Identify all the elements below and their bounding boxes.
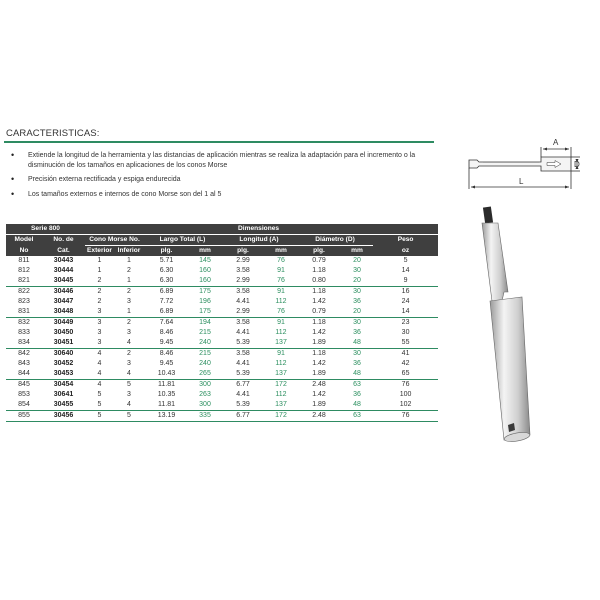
no-subheader: No	[6, 246, 42, 257]
cell-a-mm: 112	[275, 329, 287, 336]
cell-cat: 30446	[42, 287, 85, 298]
cell-a-in: 4.41	[236, 360, 250, 367]
cell-ext: 4	[97, 360, 102, 367]
a-arrow-left	[543, 148, 547, 151]
cell-l-mm: 215	[199, 329, 211, 336]
adapter-sleeve-illustration	[468, 197, 538, 447]
cell-int: 3	[127, 360, 131, 367]
cell-l-mm: 215	[189, 349, 221, 360]
cell-int: 1	[127, 308, 131, 315]
table-row	[6, 297, 438, 307]
cell-d-mm: 63	[341, 380, 373, 391]
cell-a-in: 2.99	[236, 277, 250, 284]
cell-model: 843	[18, 360, 30, 367]
cell-oz: 16	[373, 287, 438, 298]
cell-ext: 2	[97, 298, 102, 305]
cell-a-mm: 172	[265, 411, 297, 422]
unit-mm-header: mm	[341, 246, 373, 257]
cell-int: 2	[114, 318, 144, 329]
cell-a-in: 3.58	[221, 287, 265, 298]
cell-l-mm: 196	[199, 298, 211, 305]
adapter-dimension-diagram	[463, 134, 583, 196]
cell-d-mm: 30	[353, 267, 361, 274]
unit-mm-header: mm	[189, 246, 221, 257]
cell-a-in: 4.41	[236, 329, 250, 336]
cell-l-mm: 265	[199, 370, 211, 377]
cell-model: 821	[18, 277, 30, 284]
cell-d-in: 2.48	[297, 411, 341, 422]
cell-model: 823	[18, 298, 30, 305]
l-arrow-left	[471, 186, 475, 189]
cell-d-mm: 48	[353, 339, 361, 346]
table-row	[6, 338, 438, 349]
cell-int: 4	[127, 401, 131, 408]
cell-a-mm: 76	[277, 308, 285, 315]
cell-a-mm: 91	[265, 287, 297, 298]
cell-oz: 23	[373, 318, 438, 329]
cell-ext: 1	[97, 267, 102, 274]
cell-d-mm: 30	[341, 318, 373, 329]
cell-oz: 100	[399, 391, 412, 398]
cell-l-in: 8.46	[144, 349, 189, 360]
diameter-header: Diámetro (D)	[297, 235, 373, 246]
cell-l-mm: 240	[199, 339, 211, 346]
cell-model: 844	[18, 370, 30, 377]
table-row	[6, 318, 438, 329]
unit-in-header: plg.	[297, 246, 341, 257]
cell-d-in: 1.42	[312, 329, 326, 336]
cell-d-mm: 36	[353, 360, 361, 367]
l-arrow-right	[565, 186, 569, 189]
cell-oz: 42	[401, 360, 410, 367]
cell-l-mm: 335	[189, 411, 221, 422]
cell-d-in: 1.42	[312, 391, 326, 398]
sleeve-body	[490, 297, 530, 440]
cell-ext: 3	[97, 329, 102, 336]
cell-oz: 14	[401, 267, 410, 274]
cell-model: 854	[18, 401, 30, 408]
cell-ext: 4	[85, 349, 114, 360]
cell-l-in: 6.30	[159, 267, 174, 274]
cell-model: 812	[18, 267, 30, 274]
cell-d-in: 1.18	[297, 349, 341, 360]
unit-mm-header: mm	[265, 246, 297, 257]
cell-a-in: 3.58	[221, 349, 265, 360]
dimensions-header: Dimensiones	[144, 224, 373, 235]
table-row	[6, 276, 438, 287]
cell-l-mm: 160	[199, 277, 211, 284]
cell-ext: 5	[85, 411, 114, 422]
table-row	[6, 287, 438, 298]
cell-l-in: 8.46	[159, 329, 174, 336]
tang	[483, 207, 493, 224]
table-row	[6, 400, 438, 411]
cell-d-mm: 30	[341, 287, 373, 298]
cell-cat: 30445	[53, 277, 74, 284]
cell-oz: 76	[373, 380, 438, 391]
cell-model: 832	[6, 318, 42, 329]
cell-l-in: 6.89	[144, 287, 189, 298]
cell-a-in: 3.58	[236, 267, 250, 274]
table-row	[6, 380, 438, 391]
cell-model: 811	[18, 257, 30, 264]
cell-int: 4	[127, 339, 131, 346]
cell-a-in: 6.77	[221, 380, 265, 391]
cell-cat: 30447	[53, 298, 74, 305]
cell-cat: 30444	[53, 267, 74, 274]
cell-d-mm: 48	[353, 370, 361, 377]
cell-model: 822	[6, 287, 42, 298]
label-l: L	[519, 177, 524, 186]
cell-l-mm: 194	[189, 318, 221, 329]
cell-l-mm: 240	[199, 360, 211, 367]
cell-int: 3	[127, 391, 131, 398]
label-d: D	[574, 160, 580, 169]
cell-l-mm: 175	[189, 287, 221, 298]
cell-cat: 30452	[53, 360, 74, 367]
cell-ext: 4	[85, 380, 114, 391]
interior-subheader: Inferior	[114, 246, 144, 257]
cell-l-mm: 145	[199, 257, 211, 264]
cell-d-in: 1.18	[297, 318, 341, 329]
table-row	[6, 369, 438, 380]
weight-header: Peso	[373, 235, 438, 246]
cell-l-in: 11.81	[144, 380, 189, 391]
cell-l-in: 7.72	[159, 298, 174, 305]
cell-d-in: 1.42	[312, 298, 326, 305]
cell-oz: 14	[401, 308, 410, 315]
table-row	[6, 307, 438, 318]
feature-item: • Precisión externa rectificada y espiga endurecida	[6, 175, 436, 185]
cell-d-mm: 36	[353, 329, 361, 336]
cell-a-mm: 137	[275, 370, 287, 377]
cat-no-header: No. de	[42, 235, 85, 246]
cell-d-in: 0.80	[312, 277, 326, 284]
cell-d-in: 1.89	[312, 370, 326, 377]
cell-a-in: 5.39	[236, 370, 250, 377]
cell-cat: 30454	[42, 380, 85, 391]
cell-int: 1	[127, 257, 131, 264]
cell-oz: 65	[401, 370, 410, 377]
spec-table-body	[6, 256, 438, 422]
table-row	[6, 359, 438, 369]
feature-item: • Extiende la longitud de la herramienta y las distancias de aplicación mientras se realiza la adaptación para el incremento o la disminución de los tamaños en aplicaciones de los conos Morse	[6, 151, 436, 170]
cell-cat: 30456	[42, 411, 85, 422]
cell-a-mm: 76	[277, 277, 285, 284]
table-row	[6, 390, 438, 400]
cell-cat: 30453	[53, 370, 74, 377]
cell-d-mm: 63	[341, 411, 373, 422]
cat-subheader: Cat.	[42, 246, 85, 257]
cell-a-mm: 112	[275, 360, 287, 367]
cell-int: 4	[127, 370, 131, 377]
cell-l-in: 10.43	[157, 370, 176, 377]
cell-oz: 30	[401, 329, 410, 336]
cell-int: 3	[127, 298, 131, 305]
cell-cat: 30450	[53, 329, 74, 336]
cell-l-in: 9.45	[159, 339, 174, 346]
model-header: Model	[6, 235, 42, 246]
cell-d-mm: 48	[353, 401, 361, 408]
cell-d-mm: 20	[353, 308, 361, 315]
cell-cat: 30451	[53, 339, 74, 346]
cell-model: 853	[18, 391, 30, 398]
total-length-header: Largo Total (L)	[144, 235, 221, 246]
cell-a-mm: 137	[275, 401, 287, 408]
cell-l-mm: 160	[199, 267, 211, 274]
morse-header: Cono Morse No.	[85, 235, 144, 246]
feature-list	[6, 151, 436, 204]
cell-oz: 41	[373, 349, 438, 360]
cell-d-mm: 36	[353, 298, 361, 305]
cell-a-in: 4.41	[236, 391, 250, 398]
cell-d-in: 1.89	[312, 339, 326, 346]
cell-oz: 76	[373, 411, 438, 422]
cell-ext: 4	[97, 370, 102, 377]
cell-a-mm: 137	[275, 339, 287, 346]
cell-int: 2	[127, 267, 131, 274]
unit-in-header: plg.	[221, 246, 265, 257]
spec-table	[6, 224, 438, 422]
cell-a-mm: 172	[265, 380, 297, 391]
page-title: CARACTERISTICAS:	[6, 128, 100, 139]
cell-d-mm: 30	[341, 349, 373, 360]
cell-ext: 3	[97, 308, 102, 315]
cell-a-in: 2.99	[236, 308, 250, 315]
cell-l-in: 6.89	[159, 308, 174, 315]
cell-a-in: 5.39	[236, 339, 250, 346]
cell-oz: 102	[399, 401, 412, 408]
table-row	[6, 349, 438, 360]
cell-ext: 2	[97, 277, 102, 284]
cell-a-mm: 91	[277, 267, 285, 274]
cell-l-mm: 300	[189, 380, 221, 391]
taper-shank	[482, 223, 508, 301]
cell-cat: 30641	[53, 391, 74, 398]
cell-a-in: 6.77	[221, 411, 265, 422]
cell-d-mm: 20	[353, 277, 361, 284]
cell-a-mm: 91	[265, 349, 297, 360]
cell-oz: 24	[401, 298, 410, 305]
cell-d-in: 1.18	[297, 287, 341, 298]
cell-cat: 30448	[53, 308, 74, 315]
cell-oz: 9	[403, 277, 408, 284]
cell-cat: 30443	[53, 257, 74, 264]
cell-l-mm: 263	[199, 391, 211, 398]
cell-l-in: 7.64	[144, 318, 189, 329]
cell-ext: 5	[97, 401, 102, 408]
cell-ext: 1	[97, 257, 102, 264]
cell-d-in: 2.48	[297, 380, 341, 391]
cell-ext: 3	[97, 339, 102, 346]
cell-model: 833	[18, 329, 30, 336]
cell-model: 831	[18, 308, 30, 315]
cell-model: 834	[18, 339, 30, 346]
table-row	[6, 411, 438, 422]
cell-a-mm: 112	[275, 298, 287, 305]
cell-d-in: 1.42	[312, 360, 326, 367]
a-arrow-right	[565, 148, 569, 151]
cell-l-in: 9.45	[159, 360, 174, 367]
cell-model: 855	[6, 411, 42, 422]
feature-item: • Los tamaños externos e internos de cono Morse son del 1 al 5	[6, 190, 436, 200]
unit-oz-header: oz	[373, 246, 438, 257]
cell-l-mm: 300	[199, 401, 211, 408]
cell-int: 2	[114, 349, 144, 360]
cell-l-in: 5.71	[159, 257, 174, 264]
table-row	[6, 266, 438, 276]
cell-d-in: 1.18	[312, 267, 326, 274]
exterior-subheader: Exterior	[85, 246, 114, 257]
cell-a-mm: 112	[275, 391, 287, 398]
cell-a-mm: 76	[277, 257, 285, 264]
cell-l-mm: 175	[199, 308, 211, 315]
cell-ext: 5	[97, 391, 102, 398]
cell-a-in: 3.58	[221, 318, 265, 329]
cell-int: 3	[127, 329, 131, 336]
cell-model: 842	[6, 349, 42, 360]
cell-d-in: 0.79	[312, 308, 326, 315]
cell-d-in: 1.89	[312, 401, 326, 408]
cell-l-in: 11.81	[158, 401, 175, 408]
cell-int: 5	[114, 380, 144, 391]
cell-int: 1	[127, 277, 131, 284]
series-header: Serie 800	[6, 224, 85, 235]
cell-ext: 3	[85, 318, 114, 329]
cell-oz: 5	[403, 257, 408, 264]
cell-a-in: 5.39	[236, 401, 250, 408]
cell-d-mm: 36	[353, 391, 361, 398]
table-row	[6, 256, 438, 266]
title-divider	[4, 141, 434, 143]
cell-model: 845	[6, 380, 42, 391]
cell-l-in: 13.19	[144, 411, 189, 422]
cell-l-in: 6.30	[159, 277, 174, 284]
cell-ext: 2	[85, 287, 114, 298]
cell-cat: 30449	[42, 318, 85, 329]
label-a: A	[553, 138, 559, 147]
cell-oz: 55	[401, 339, 410, 346]
cell-cat: 30640	[42, 349, 85, 360]
unit-in-header: plg.	[144, 246, 189, 257]
cell-a-in: 4.41	[236, 298, 250, 305]
cell-a-in: 2.99	[236, 257, 250, 264]
cell-int: 5	[114, 411, 144, 422]
table-row	[6, 328, 438, 338]
cell-l-in: 10.35	[157, 391, 176, 398]
cell-cat: 30455	[53, 401, 74, 408]
cell-a-mm: 91	[265, 318, 297, 329]
cell-d-mm: 20	[353, 257, 361, 264]
length-a-header: Longitud (A)	[221, 235, 297, 246]
cell-int: 2	[114, 287, 144, 298]
cell-d-in: 0.79	[312, 257, 326, 264]
